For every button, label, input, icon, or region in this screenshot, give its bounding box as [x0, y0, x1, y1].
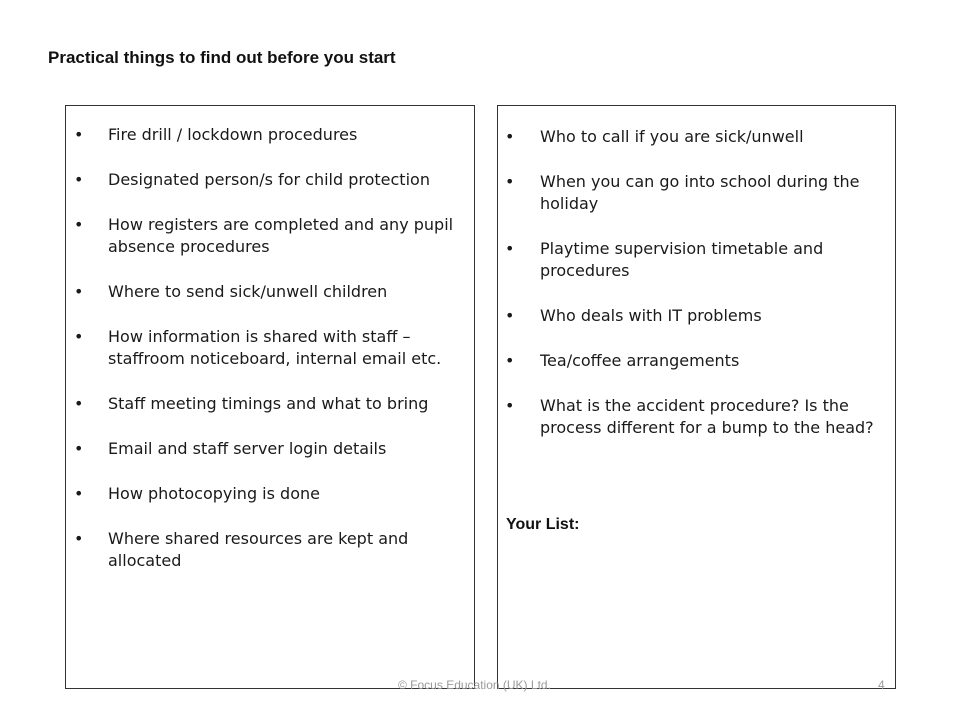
bullet-icon: • — [505, 306, 515, 325]
list-item-text: Email and staff server login details — [108, 439, 387, 458]
list-item — [498, 350, 895, 372]
list-item-text: How information is shared with staff – staffroom noticeboard, internal email etc. — [108, 327, 442, 368]
bullet-icon: • — [74, 529, 84, 548]
bullet-icon: • — [74, 282, 84, 301]
bullet-icon: • — [74, 394, 84, 413]
bullet-icon: • — [74, 215, 84, 234]
bullet-icon: • — [505, 396, 515, 415]
list-item — [66, 281, 474, 303]
list-item — [66, 326, 474, 370]
list-item — [66, 124, 474, 146]
list-item — [66, 438, 474, 460]
list-item — [498, 395, 895, 439]
bullet-icon: • — [505, 239, 515, 258]
list-item-text: Staff meeting timings and what to bring — [108, 394, 429, 413]
bullet-icon: • — [505, 127, 515, 146]
list-item — [66, 393, 474, 415]
bullet-icon: • — [74, 125, 84, 144]
page-title: Practical things to find out before you start — [48, 48, 396, 67]
list-item-text: Who deals with IT problems — [540, 306, 762, 325]
right-checklist — [498, 126, 895, 462]
list-item-text: Fire drill / lockdown procedures — [108, 125, 358, 144]
page-number: 4 — [878, 678, 885, 692]
list-item-text: Where to send sick/unwell children — [108, 282, 388, 301]
left-checklist — [66, 124, 474, 595]
list-item — [498, 238, 895, 282]
list-item-text: What is the accident procedure? Is the process different for a bump to the head? — [540, 396, 874, 437]
list-item — [66, 169, 474, 191]
list-item — [498, 171, 895, 215]
left-checklist-box — [65, 105, 475, 689]
list-item-text: How registers are completed and any pupil absence procedures — [108, 215, 454, 256]
bullet-icon: • — [74, 484, 84, 503]
footer — [0, 678, 960, 698]
list-item-text: Where shared resources are kept and allocated — [108, 529, 409, 570]
bullet-icon: • — [505, 172, 515, 191]
bullet-icon: • — [505, 351, 515, 370]
list-item — [66, 483, 474, 505]
list-item-text: Designated person/s for child protection — [108, 170, 430, 189]
list-item-text: Tea/coffee arrangements — [540, 351, 740, 370]
your-list-heading: Your List: — [506, 516, 580, 533]
bullet-icon: • — [74, 439, 84, 458]
bullet-icon: • — [74, 170, 84, 189]
list-item — [498, 126, 895, 148]
list-item-text: Who to call if you are sick/unwell — [540, 127, 804, 146]
list-item-text: Playtime supervision timetable and procedures — [540, 239, 824, 280]
list-item — [498, 305, 895, 327]
list-item-text: When you can go into school during the holiday — [540, 172, 860, 213]
footer-copyright: © Focus Education (UK) Ltd. — [398, 678, 551, 692]
list-item — [66, 528, 474, 572]
list-item-text: How photocopying is done — [108, 484, 320, 503]
right-checklist-box — [497, 105, 896, 689]
bullet-icon: • — [74, 327, 84, 346]
list-item — [66, 214, 474, 258]
